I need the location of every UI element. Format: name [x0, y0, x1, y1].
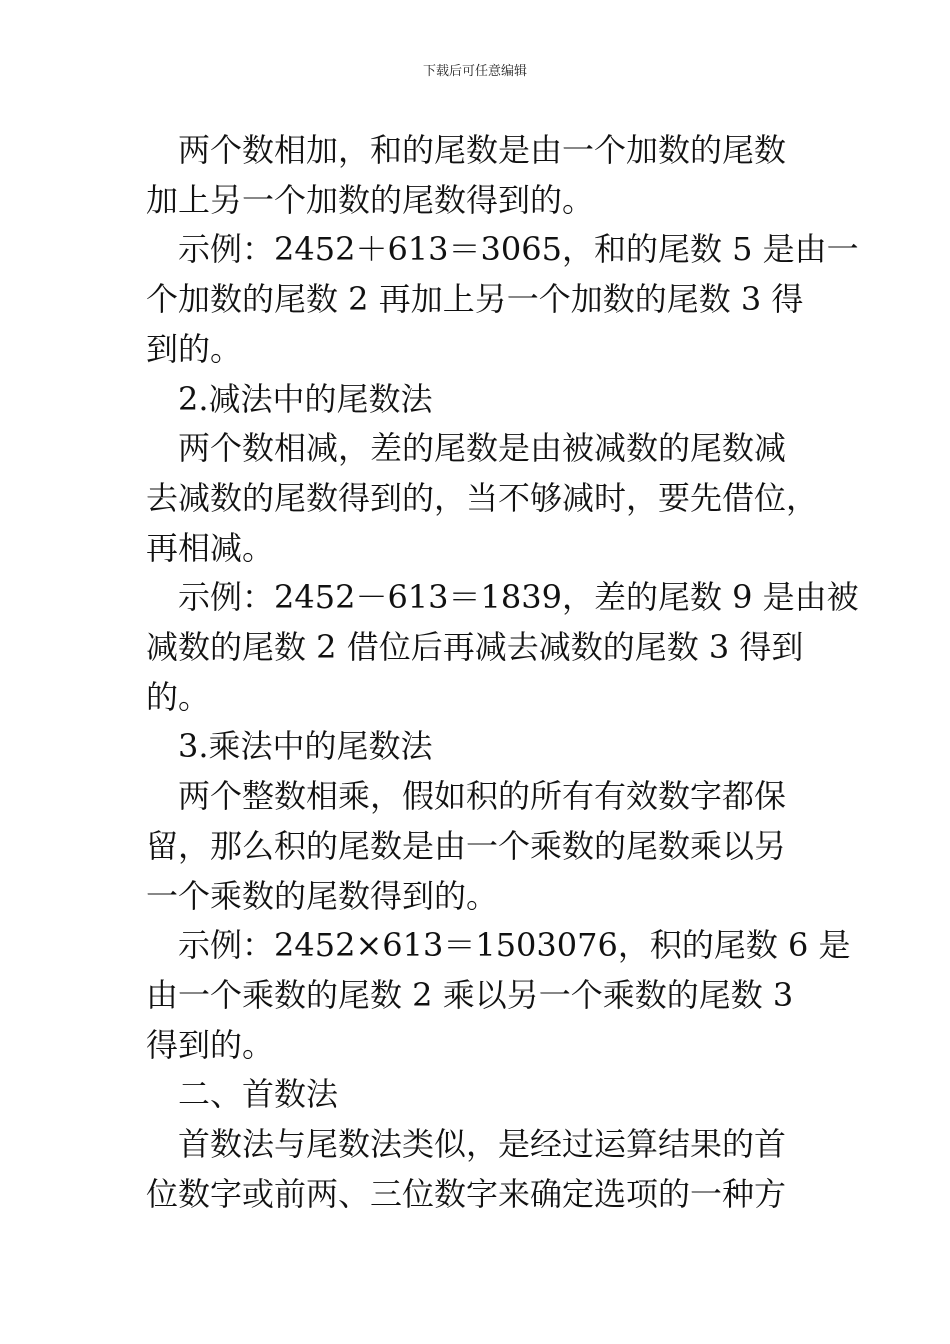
text-line: 两个整数相乘，假如积的所有有效数字都保 — [178, 777, 787, 816]
section-heading-subtraction: 2.减法中的尾数法 — [178, 379, 433, 418]
text-line: 到的。 — [146, 329, 243, 368]
paragraph-addition-example — [146, 225, 859, 374]
text-line: 再相减。 — [146, 528, 275, 567]
paragraph-subtraction-example — [146, 573, 859, 722]
text-line: 加上另一个加数的尾数得到的。 — [146, 180, 595, 219]
text-line: 得到的。 — [146, 1025, 275, 1064]
text-line: 个加数的尾数 2 再加上另一个加数的尾数 3 得 — [146, 280, 804, 319]
text-line: 首数法与尾数法类似，是经过运算结果的首 — [178, 1125, 787, 1164]
paragraph-leading-digit-intro — [146, 1120, 806, 1219]
text-line: 示例：2452－613＝1839，差的尾数 9 是由被 — [178, 578, 859, 617]
text-line: 两个数相加，和的尾数是由一个加数的尾数 — [178, 131, 787, 169]
paragraph-addition-rule — [146, 126, 806, 225]
text-line: 去减数的尾数得到的，当不够减时，要先借位， — [146, 478, 819, 517]
section-heading-multiplication: 3.乘法中的尾数法 — [178, 727, 433, 766]
text-line: 示例：2452＋613＝3065，和的尾数 5 是由一 — [178, 230, 859, 269]
text-line: 示例：2452×613＝1503076，积的尾数 6 是 — [178, 926, 851, 965]
text-line: 的。 — [146, 677, 211, 716]
text-line: 两个数相减，差的尾数是由被减数的尾数减 — [178, 429, 787, 468]
text-line: 留，那么积的尾数是由一个乘数的尾数乘以另 — [146, 826, 787, 865]
text-line: 由一个乘数的尾数 2 乘以另一个乘数的尾数 3 — [146, 975, 794, 1014]
text-line: 一个乘数的尾数得到的。 — [146, 876, 499, 915]
paragraph-subtraction-rule — [146, 424, 819, 573]
text-line: 位数字或前两、三位数字来确定选项的一种方 — [146, 1174, 787, 1213]
paragraph-multiplication-rule — [146, 772, 806, 921]
document-body — [146, 126, 859, 1219]
page-header: 下载后可任意编辑 — [422, 64, 527, 79]
text-line: 减数的尾数 2 借位后再减去减数的尾数 3 得到 — [146, 628, 804, 667]
paragraph-multiplication-example — [146, 921, 851, 1070]
section-heading-leading-digit: 二、首数法 — [178, 1075, 339, 1114]
